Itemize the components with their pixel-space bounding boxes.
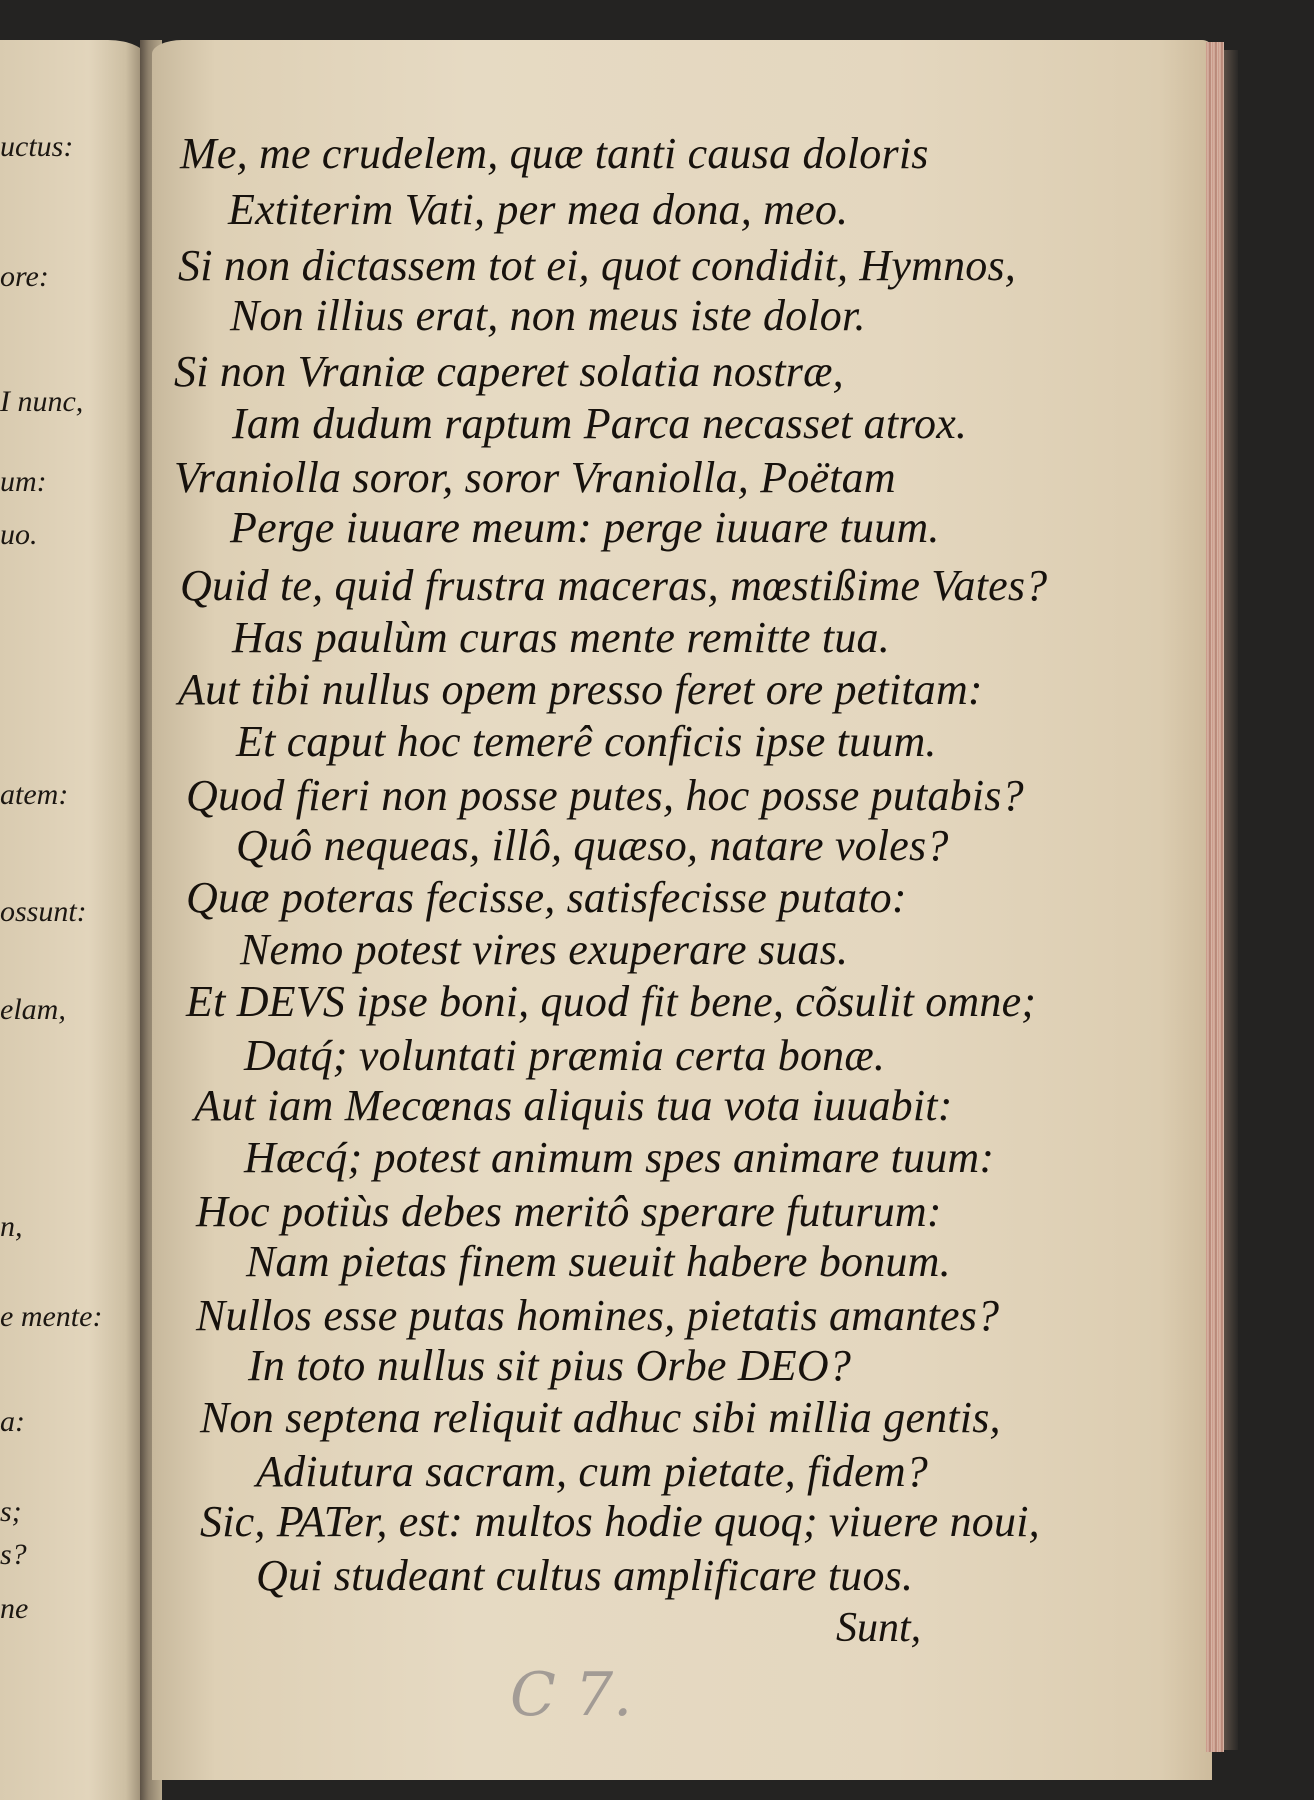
- left-fragment: atem:: [0, 778, 69, 811]
- verse-line: Quod fieri non posse putes, hoc posse putabis?: [186, 771, 1024, 820]
- verse-line: Qui studeant cultus amplificare tuos.: [256, 1551, 914, 1600]
- left-fragment: e mente:: [0, 1300, 103, 1333]
- left-fragment: ossunt:: [0, 895, 87, 928]
- left-fragment: uo.: [0, 518, 38, 551]
- left-fragment: ore:: [0, 260, 49, 293]
- left-page: [0, 40, 148, 1800]
- verse-line: Me, me crudelem, quæ tanti causa doloris: [180, 129, 929, 178]
- verse-line: Quæ poteras fecisse, satisfecisse putato:: [186, 873, 907, 922]
- verse-line: Hæcq́; potest animum spes animare tuum:: [244, 1133, 995, 1182]
- verse-line: In toto nullus sit pius Orbe DEO?: [248, 1341, 852, 1390]
- verse-line: Quô nequeas, illô, quæso, natare voles?: [236, 821, 949, 870]
- verse-line: Datq́; voluntati præmia certa bonæ.: [244, 1031, 886, 1080]
- left-fragment: elam,: [0, 993, 66, 1026]
- verse-line: Quid te, quid frustra maceras, mœstißime Vates?: [180, 561, 1048, 610]
- verse-line: Hoc potiùs debes meritô sperare futurum:: [196, 1187, 942, 1236]
- catchword: Sunt,: [836, 1605, 922, 1651]
- verse-line: Si non Vraniæ caperet solatia nostræ,: [174, 347, 844, 396]
- left-fragment: I nunc,: [0, 385, 84, 418]
- signature-mark: C 7.: [510, 1660, 633, 1730]
- verse-line: Et caput hoc temerê conficis ipse tuum.: [236, 717, 937, 766]
- page-edge-shadow: [1224, 50, 1238, 1750]
- left-fragment: a:: [0, 1405, 25, 1438]
- verse-line: Perge iuuare meum: perge iuuare tuum.: [230, 503, 940, 552]
- page-edge: [1206, 42, 1224, 1752]
- verse-line: Sic, PATer, est: multos hodie quoq; viuere noui,: [200, 1497, 1040, 1546]
- verse-line: Non septena reliquit adhuc sibi millia gentis,: [200, 1393, 1001, 1442]
- left-fragment: s;: [0, 1495, 22, 1528]
- verse-line: Non illius erat, non meus iste dolor.: [230, 291, 866, 340]
- left-fragment: s?: [0, 1538, 27, 1571]
- verse-line: Nullos esse putas homines, pietatis amantes?: [196, 1291, 1000, 1340]
- verse-line: Si non dictassem tot ei, quot condidit, Hymnos,: [178, 241, 1016, 290]
- left-fragment: n,: [0, 1210, 23, 1243]
- verse-line: Has paulùm curas mente remitte tua.: [232, 613, 890, 662]
- verse-line: Vraniolla soror, soror Vraniolla, Poëtam: [174, 453, 896, 502]
- left-fragment: ne: [0, 1592, 29, 1625]
- verse-line: Adiutura sacram, cum pietate, fidem?: [256, 1447, 928, 1496]
- verse-line: Extiterim Vati, per mea dona, meo.: [228, 185, 849, 234]
- verse-line: Nam pietas finem sueuit habere bonum.: [246, 1237, 951, 1286]
- verse-line: Nemo potest vires exuperare suas.: [240, 925, 849, 974]
- verse-line: Aut iam Mecœnas aliquis tua vota iuuabit:: [194, 1081, 953, 1130]
- verse-line: Aut tibi nullus opem presso feret ore petitam:: [178, 665, 983, 714]
- verse-line: Et DEVS ipse boni, quod fit bene, cõsulit omne;: [186, 977, 1037, 1026]
- verse-line: Iam dudum raptum Parca necasset atrox.: [232, 399, 968, 448]
- left-fragment: um:: [0, 465, 47, 498]
- left-fragment: uctus:: [0, 130, 74, 163]
